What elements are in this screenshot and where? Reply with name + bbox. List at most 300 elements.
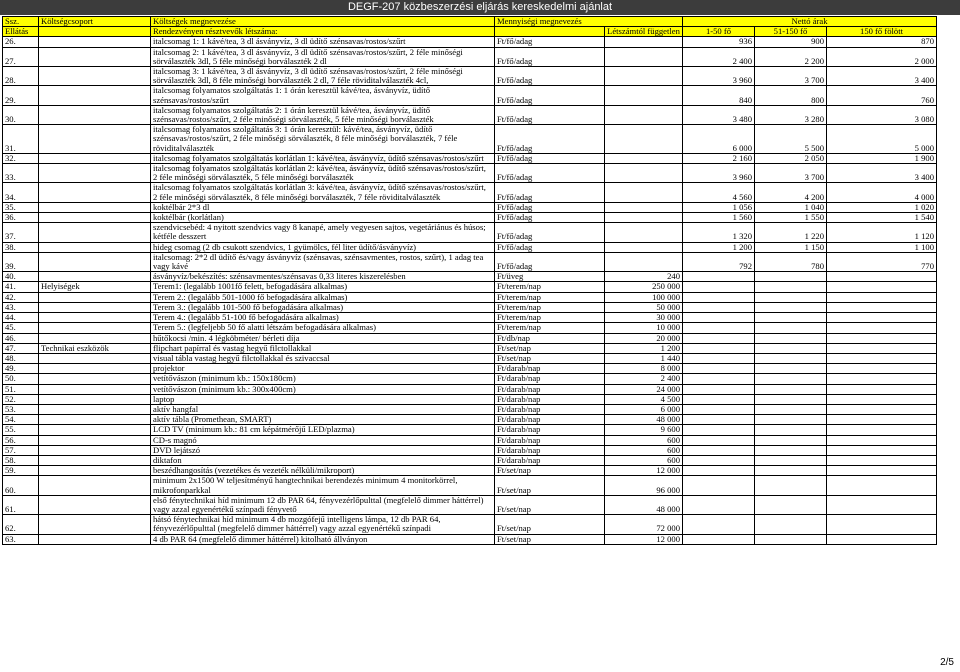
price-independent-cell: 20 000: [605, 333, 683, 343]
price-independent-cell: 600: [605, 455, 683, 465]
document-title-bar: [0, 0, 960, 15]
unit-cell: Ft/terem/nap: [495, 292, 605, 302]
cost-group-cell: [39, 515, 151, 534]
price-1-50-cell: [683, 466, 755, 476]
unit-cell: Ft/fő/adag: [495, 67, 605, 86]
cost-group-cell: [39, 333, 151, 343]
price-51-150-cell: [755, 282, 827, 292]
price-independent-cell: [605, 47, 683, 66]
row-number-cell: 39.: [3, 252, 39, 271]
price-independent-cell: 600: [605, 435, 683, 445]
price-independent-cell: 30 000: [605, 313, 683, 323]
price-150-plus-cell: [827, 292, 937, 302]
price-51-150-cell: [755, 404, 827, 414]
header-cell: 150 fő fölött: [827, 27, 937, 37]
price-150-plus-cell: [827, 455, 937, 465]
price-independent-cell: 2 400: [605, 374, 683, 384]
cost-name-cell: vetítővászon (minimum kb.: 300x400cm): [151, 384, 495, 394]
price-1-50-cell: 4 560: [683, 183, 755, 202]
price-independent-cell: [605, 164, 683, 183]
table-row: [3, 202, 937, 212]
unit-cell: Ft/darab/nap: [495, 455, 605, 465]
header-row: [3, 17, 937, 27]
row-number-cell: 54.: [3, 415, 39, 425]
price-51-150-cell: [755, 445, 827, 455]
price-51-150-cell: 1 040: [755, 202, 827, 212]
table-row: [3, 364, 937, 374]
cost-name-cell: CD-s magnó: [151, 435, 495, 445]
cost-name-cell: Terem 5.: (legfeljebb 50 fő alatti létszám befogadására alkalmas): [151, 323, 495, 333]
table-row: [3, 415, 937, 425]
row-number-cell: 33.: [3, 164, 39, 183]
price-51-150-cell: [755, 495, 827, 514]
cost-name-cell: minimum 2x1500 W teljesítményű hangtechnikai berendezés minimum 4 monitorkörrel, mikrofonparkkal: [151, 476, 495, 495]
cost-group-cell: [39, 213, 151, 223]
table-row: [3, 455, 937, 465]
page-number: 2/5: [940, 657, 954, 668]
price-independent-cell: 8 000: [605, 364, 683, 374]
unit-cell: Ft/darab/nap: [495, 425, 605, 435]
price-1-50-cell: [683, 445, 755, 455]
cost-group-cell: [39, 323, 151, 333]
price-1-50-cell: [683, 364, 755, 374]
cost-group-cell: [39, 105, 151, 124]
cost-name-cell: koktélbár (korlátlan): [151, 213, 495, 223]
price-independent-cell: 6 000: [605, 404, 683, 414]
row-number-cell: 45.: [3, 323, 39, 333]
cost-group-cell: [39, 415, 151, 425]
price-1-50-cell: 2 160: [683, 153, 755, 163]
table-row: [3, 47, 937, 66]
price-1-50-cell: [683, 394, 755, 404]
price-independent-cell: 24 000: [605, 384, 683, 394]
table-row: [3, 105, 937, 124]
price-51-150-cell: 3 700: [755, 164, 827, 183]
row-number-cell: 46.: [3, 333, 39, 343]
cost-group-cell: [39, 534, 151, 544]
price-independent-cell: 1 440: [605, 353, 683, 363]
price-1-50-cell: [683, 374, 755, 384]
price-150-plus-cell: 1 020: [827, 202, 937, 212]
price-independent-cell: [605, 105, 683, 124]
unit-cell: Ft/fő/adag: [495, 37, 605, 47]
cost-name-cell: Terem 3.: (legalább 101-500 fő befogadására alkalmas): [151, 302, 495, 312]
row-number-cell: 42.: [3, 292, 39, 302]
price-independent-cell: [605, 37, 683, 47]
cost-name-cell: koktélbár 2*3 dl: [151, 202, 495, 212]
cost-group-cell: [39, 455, 151, 465]
unit-cell: Ft/fő/adag: [495, 202, 605, 212]
cost-group-cell: [39, 223, 151, 242]
row-number-cell: 47.: [3, 343, 39, 353]
cost-group-cell: [39, 202, 151, 212]
price-150-plus-cell: [827, 272, 937, 282]
price-150-plus-cell: [827, 404, 937, 414]
row-number-cell: 55.: [3, 425, 39, 435]
price-51-150-cell: [755, 515, 827, 534]
cost-name-cell: diktafon: [151, 455, 495, 465]
cost-name-cell: italcsomag folyamatos szolgáltatás 2: 1 órán keresztül kávé/tea, ásványvíz, üdítő szénsavas/rostos/szűrt, 2 féle minőségi sörválaszték, 5 féle minőségi borválaszték: [151, 105, 495, 124]
table-row: [3, 323, 937, 333]
price-51-150-cell: 1 550: [755, 213, 827, 223]
cost-group-cell: [39, 435, 151, 445]
table-row: [3, 466, 937, 476]
cost-name-cell: italcsomag folyamatos szolgáltatás korlátlan 3: kávé/tea, ásványvíz, üdítő szénsavas/rostos/szűrt, 2 féle minőségi sörválaszték, 8 féle minőségi borválaszték, 7 féle röviditalválaszték: [151, 183, 495, 202]
table-row: [3, 302, 937, 312]
price-independent-cell: 48 000: [605, 415, 683, 425]
price-1-50-cell: 3 960: [683, 67, 755, 86]
unit-cell: Ft/terem/nap: [495, 302, 605, 312]
table-row: [3, 435, 937, 445]
price-150-plus-cell: [827, 435, 937, 445]
price-51-150-cell: [755, 455, 827, 465]
cost-group-cell: [39, 313, 151, 323]
price-150-plus-cell: 4 000: [827, 183, 937, 202]
header-cell: Rendezvényen résztvevők létszáma:: [151, 27, 495, 37]
price-150-plus-cell: 1 100: [827, 242, 937, 252]
row-number-cell: 60.: [3, 476, 39, 495]
table-row: [3, 213, 937, 223]
price-independent-cell: 72 000: [605, 515, 683, 534]
price-51-150-cell: [755, 272, 827, 282]
cost-group-cell: [39, 364, 151, 374]
price-1-50-cell: [683, 282, 755, 292]
price-150-plus-cell: [827, 282, 937, 292]
unit-cell: Ft/darab/nap: [495, 364, 605, 374]
header-cell: Ellátás: [3, 27, 39, 37]
header-cell: Létszámtól független: [605, 27, 683, 37]
table-row: [3, 333, 937, 343]
table-row: [3, 223, 937, 242]
price-150-plus-cell: [827, 302, 937, 312]
price-150-plus-cell: [827, 333, 937, 343]
cost-name-cell: DVD lejátszó: [151, 445, 495, 455]
price-51-150-cell: 1 150: [755, 242, 827, 252]
cost-name-cell: projektor: [151, 364, 495, 374]
price-1-50-cell: [683, 455, 755, 465]
cost-name-cell: italcsomag folyamatos szolgáltatás korlátlan 2: kávé/tea, ásványvíz, üdítő szénsavas/rostos/szűrt, 2 féle minőségi sörválaszték, 5 féle minőségi borválaszték: [151, 164, 495, 183]
row-number-cell: 49.: [3, 364, 39, 374]
cost-name-cell: italcsomag folyamatos szolgáltatás 3: 1 órán keresztül: kávé/tea, ásványvíz, üdítő szénsavas/rostos/szűrt, 2 féle minőségi sörválaszték, 8 féle minőségi borválaszték, 7 féle röviditalválaszték: [151, 125, 495, 154]
row-number-cell: 30.: [3, 105, 39, 124]
row-number-cell: 37.: [3, 223, 39, 242]
cost-name-cell: Terem1: (legalább 1001fő felett, befogadására alkalmas): [151, 282, 495, 292]
table-row: [3, 495, 937, 514]
cost-group-cell: [39, 292, 151, 302]
cost-name-cell: italcsomag 2: 1 kávé/tea, 3 dl ásványvíz, 3 dl üdítő szénsavas/rostos/szűrt, 2 féle minőségi sörválaszték 3dl, 5 féle minőségi borválaszték 2 dl: [151, 47, 495, 66]
cost-name-cell: hideg csomag (2 db csukott szendvics, 1 gyümölcs, fél liter üdítő/ásványvíz): [151, 242, 495, 252]
price-independent-cell: [605, 242, 683, 252]
header-cell: Költségek megnevezése: [151, 17, 495, 27]
price-independent-cell: [605, 125, 683, 154]
unit-cell: Ft/fő/adag: [495, 47, 605, 66]
price-150-plus-cell: [827, 515, 937, 534]
cost-group-cell: [39, 153, 151, 163]
cost-name-cell: hátsó fénytechnikai híd minimum 4 db mozgófejű intelligens lámpa, 12 db PAR 64, fényvezérlőpulttal (megfelelő dimmer háttérrel) vagy azzal egyenértékű színpadi: [151, 515, 495, 534]
cost-group-cell: [39, 86, 151, 105]
row-number-cell: 34.: [3, 183, 39, 202]
table-row: [3, 86, 937, 105]
cost-group-cell: [39, 425, 151, 435]
price-1-50-cell: [683, 353, 755, 363]
cost-group-cell: Technikai eszközök: [39, 343, 151, 353]
price-independent-cell: [605, 183, 683, 202]
unit-cell: Ft/set/nap: [495, 476, 605, 495]
table-row: [3, 425, 937, 435]
unit-cell: Ft/darab/nap: [495, 415, 605, 425]
price-51-150-cell: 800: [755, 86, 827, 105]
price-150-plus-cell: 770: [827, 252, 937, 271]
price-51-150-cell: [755, 415, 827, 425]
unit-cell: Ft/fő/adag: [495, 86, 605, 105]
cost-group-cell: [39, 302, 151, 312]
price-independent-cell: 1 200: [605, 343, 683, 353]
unit-cell: Ft/set/nap: [495, 343, 605, 353]
cost-group-cell: [39, 445, 151, 455]
price-51-150-cell: 2 050: [755, 153, 827, 163]
cost-group-cell: [39, 374, 151, 384]
price-1-50-cell: [683, 323, 755, 333]
row-number-cell: 32.: [3, 153, 39, 163]
price-1-50-cell: [683, 435, 755, 445]
price-51-150-cell: 2 200: [755, 47, 827, 66]
price-150-plus-cell: [827, 313, 937, 323]
unit-cell: Ft/üveg: [495, 272, 605, 282]
row-number-cell: 53.: [3, 404, 39, 414]
price-1-50-cell: 792: [683, 252, 755, 271]
cost-name-cell: első fénytechnikai híd minimum 12 db PAR 64, fényvezérlőpulttal (megfelelő dimmer háttérrel) vagy azzal egyenértékű színpadi fényvető: [151, 495, 495, 514]
price-51-150-cell: [755, 292, 827, 302]
cost-name-cell: Terem 4.: (legalább 51-100 fő befogadására alkalmas): [151, 313, 495, 323]
table-row: [3, 67, 937, 86]
price-150-plus-cell: [827, 394, 937, 404]
price-1-50-cell: 2 400: [683, 47, 755, 66]
price-150-plus-cell: [827, 374, 937, 384]
cost-name-cell: italcsomag 1: 1 kávé/tea, 3 dl ásványvíz, 3 dl üdítő szénsavas/rostos/szűrt: [151, 37, 495, 47]
price-150-plus-cell: 1 540: [827, 213, 937, 223]
price-150-plus-cell: [827, 353, 937, 363]
document-title: DEGF-207 közbeszerzési eljárás kereskedelmi ajánlat: [347, 1, 613, 13]
price-150-plus-cell: [827, 323, 937, 333]
price-51-150-cell: [755, 374, 827, 384]
cost-name-cell: ásványvíz/bekészítés: szénsavmentes/szénsavas 0,33 literes kiszerelésben: [151, 272, 495, 282]
price-1-50-cell: [683, 425, 755, 435]
price-independent-cell: 4 500: [605, 394, 683, 404]
header-cell: Költségcsoport: [39, 17, 151, 27]
unit-cell: Ft/darab/nap: [495, 374, 605, 384]
offer-table: [2, 16, 937, 545]
cost-group-cell: [39, 495, 151, 514]
header-cell: [495, 27, 605, 37]
price-independent-cell: 9 600: [605, 425, 683, 435]
table-row: [3, 353, 937, 363]
header-cell: 1-50 fő: [683, 27, 755, 37]
price-independent-cell: [605, 86, 683, 105]
table-row: [3, 125, 937, 154]
price-150-plus-cell: [827, 425, 937, 435]
unit-cell: Ft/darab/nap: [495, 394, 605, 404]
header-cell: Mennyiségi megnevezés: [495, 17, 683, 27]
row-number-cell: 36.: [3, 213, 39, 223]
table-row: [3, 242, 937, 252]
price-1-50-cell: [683, 415, 755, 425]
price-150-plus-cell: 1 120: [827, 223, 937, 242]
unit-cell: Ft/darab/nap: [495, 435, 605, 445]
row-number-cell: 44.: [3, 313, 39, 323]
price-1-50-cell: [683, 476, 755, 495]
price-1-50-cell: [683, 292, 755, 302]
cost-group-cell: [39, 394, 151, 404]
row-number-cell: 41.: [3, 282, 39, 292]
cost-name-cell: Terem 2.: (legalább 501-1000 fő befogadására alkalmas): [151, 292, 495, 302]
unit-cell: Ft/darab/nap: [495, 404, 605, 414]
unit-cell: Ft/darab/nap: [495, 384, 605, 394]
price-51-150-cell: 780: [755, 252, 827, 271]
unit-cell: Ft/terem/nap: [495, 323, 605, 333]
unit-cell: Ft/fő/adag: [495, 125, 605, 154]
price-51-150-cell: [755, 394, 827, 404]
price-independent-cell: [605, 252, 683, 271]
row-number-cell: 50.: [3, 374, 39, 384]
cost-group-cell: [39, 252, 151, 271]
row-number-cell: 63.: [3, 534, 39, 544]
table-row: [3, 272, 937, 282]
price-1-50-cell: [683, 333, 755, 343]
price-150-plus-cell: 5 000: [827, 125, 937, 154]
row-number-cell: 57.: [3, 445, 39, 455]
unit-cell: Ft/fő/adag: [495, 164, 605, 183]
cost-name-cell: italcsomag folyamatos szolgáltatás korlátlan 1: kávé/tea, ásványvíz, üdítő szénsavas/rostos/szűrt: [151, 153, 495, 163]
price-independent-cell: [605, 213, 683, 223]
price-51-150-cell: [755, 302, 827, 312]
unit-cell: Ft/fő/adag: [495, 213, 605, 223]
table-row: [3, 394, 937, 404]
row-number-cell: 31.: [3, 125, 39, 154]
cost-name-cell: szendvicsebéd: 4 nyitott szendvics vagy 8 kanapé, amely vegyesen sajtos, vegetáriánus és húsos; kétféle desszert: [151, 223, 495, 242]
cost-name-cell: aktív tábla (Promethean, SMART): [151, 415, 495, 425]
price-1-50-cell: [683, 313, 755, 323]
row-number-cell: 40.: [3, 272, 39, 282]
price-51-150-cell: [755, 384, 827, 394]
row-number-cell: 27.: [3, 47, 39, 66]
price-1-50-cell: [683, 272, 755, 282]
price-51-150-cell: 5 500: [755, 125, 827, 154]
spreadsheet-area: [2, 16, 936, 545]
price-51-150-cell: 4 200: [755, 183, 827, 202]
price-independent-cell: 600: [605, 445, 683, 455]
price-150-plus-cell: [827, 476, 937, 495]
header-cell: [39, 27, 151, 37]
price-independent-cell: 50 000: [605, 302, 683, 312]
price-1-50-cell: 1 056: [683, 202, 755, 212]
price-51-150-cell: [755, 534, 827, 544]
row-number-cell: 38.: [3, 242, 39, 252]
table-row: [3, 343, 937, 353]
price-150-plus-cell: 1 900: [827, 153, 937, 163]
price-51-150-cell: [755, 313, 827, 323]
price-150-plus-cell: 3 400: [827, 164, 937, 183]
row-number-cell: 48.: [3, 353, 39, 363]
row-number-cell: 59.: [3, 466, 39, 476]
table-row: [3, 313, 937, 323]
cost-group-cell: [39, 353, 151, 363]
table-row: [3, 384, 937, 394]
price-150-plus-cell: [827, 384, 937, 394]
table-row: [3, 37, 937, 47]
unit-cell: Ft/fő/adag: [495, 183, 605, 202]
price-independent-cell: [605, 202, 683, 212]
table-row: [3, 183, 937, 202]
price-150-plus-cell: [827, 364, 937, 374]
table-row: [3, 252, 937, 271]
price-150-plus-cell: [827, 466, 937, 476]
row-number-cell: 29.: [3, 86, 39, 105]
price-51-150-cell: [755, 333, 827, 343]
price-150-plus-cell: [827, 445, 937, 455]
price-1-50-cell: [683, 495, 755, 514]
cost-name-cell: vetítővászon (minimum kb.: 150x180cm): [151, 374, 495, 384]
price-150-plus-cell: [827, 495, 937, 514]
header-cell: 51-150 fő: [755, 27, 827, 37]
table-row: [3, 476, 937, 495]
price-150-plus-cell: 2 000: [827, 47, 937, 66]
price-independent-cell: 240: [605, 272, 683, 282]
cost-group-cell: [39, 67, 151, 86]
price-150-plus-cell: [827, 534, 937, 544]
price-independent-cell: 48 000: [605, 495, 683, 514]
price-independent-cell: 12 000: [605, 466, 683, 476]
price-1-50-cell: [683, 404, 755, 414]
row-number-cell: 51.: [3, 384, 39, 394]
price-150-plus-cell: 870: [827, 37, 937, 47]
unit-cell: Ft/terem/nap: [495, 313, 605, 323]
cost-group-cell: [39, 272, 151, 282]
price-independent-cell: 250 000: [605, 282, 683, 292]
table-row: [3, 292, 937, 302]
cost-name-cell: italcsomag: 2*2 dl üdítő és/vagy ásványvíz (szénsavas, szénsavmentes, rostos, szűrt), 1 adag tea vagy kávé: [151, 252, 495, 271]
cost-name-cell: flipchart papírral és vastag hegyű filctollakkal: [151, 343, 495, 353]
unit-cell: Ft/set/nap: [495, 515, 605, 534]
price-51-150-cell: 900: [755, 37, 827, 47]
price-51-150-cell: [755, 476, 827, 495]
unit-cell: Ft/fő/adag: [495, 105, 605, 124]
table-row: [3, 404, 937, 414]
cost-group-cell: [39, 47, 151, 66]
price-1-50-cell: [683, 343, 755, 353]
price-1-50-cell: [683, 534, 755, 544]
price-1-50-cell: [683, 302, 755, 312]
price-51-150-cell: [755, 343, 827, 353]
cost-name-cell: LCD TV (minimum kb.: 81 cm képátmérőjű LED/plazma): [151, 425, 495, 435]
table-row: [3, 534, 937, 544]
cost-group-cell: [39, 242, 151, 252]
price-51-150-cell: 3 280: [755, 105, 827, 124]
price-independent-cell: 100 000: [605, 292, 683, 302]
unit-cell: Ft/set/nap: [495, 534, 605, 544]
cost-name-cell: italcsomag 3: 1 kávé/tea, 3 dl ásványvíz, 3 dl üdítő szénsavas/rostos/szűrt, 2 féle minőségi sörválaszték 3dl, 8 féle minőségi borválaszték 2 dl, 7 féle röviditalválaszték 4cl,: [151, 67, 495, 86]
price-150-plus-cell: 3 080: [827, 105, 937, 124]
price-1-50-cell: 6 000: [683, 125, 755, 154]
cost-group-cell: Helyiségek: [39, 282, 151, 292]
table-row: [3, 445, 937, 455]
price-1-50-cell: [683, 515, 755, 534]
price-1-50-cell: 1 320: [683, 223, 755, 242]
cost-name-cell: laptop: [151, 394, 495, 404]
price-51-150-cell: [755, 425, 827, 435]
cost-name-cell: 4 db PAR 64 (megfelelő dimmer háttérrel) kitolható állványon: [151, 534, 495, 544]
row-number-cell: 52.: [3, 394, 39, 404]
header-cell: Nettó árak: [683, 17, 937, 27]
